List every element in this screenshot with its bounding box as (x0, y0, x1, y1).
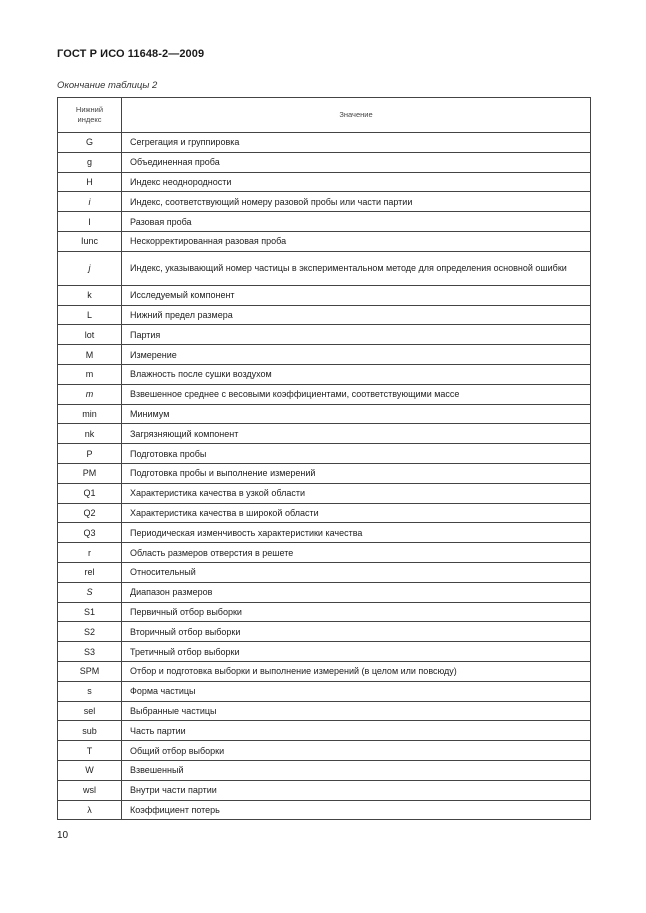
meaning-cell: Влажность после сушки воздухом (122, 364, 591, 384)
column-header-index-line1: Нижний (75, 105, 104, 114)
table-row (58, 721, 591, 741)
table-row (58, 503, 591, 523)
meaning-cell: Взвешенное среднее с весовыми коэффициентами, соответствующими массе (122, 384, 591, 404)
table-row (58, 523, 591, 543)
subscript-cell: lot (58, 325, 122, 345)
meaning-cell: Нижний предел размера (122, 305, 591, 325)
table-row (58, 325, 591, 345)
column-header-index (58, 98, 122, 133)
subscript-cell: M (58, 345, 122, 365)
subscript-cell: P (58, 444, 122, 464)
subscript-cell: H (58, 172, 122, 192)
meaning-cell: Первичный отбор выборки (122, 602, 591, 622)
meaning-cell: Диапазон размеров (122, 582, 591, 602)
subscript-cell: r (58, 543, 122, 563)
table-row (58, 444, 591, 464)
meaning-cell: Характеристика качества в узкой области (122, 483, 591, 503)
subscript-cell: Q1 (58, 483, 122, 503)
subscript-cell: m (58, 384, 122, 404)
meaning-cell: Относительный (122, 562, 591, 582)
table-row (58, 463, 591, 483)
table-row (58, 681, 591, 701)
subscript-cell: S3 (58, 642, 122, 662)
table-row (58, 741, 591, 761)
subscript-cell: G (58, 133, 122, 153)
meaning-cell: Общий отбор выборки (122, 741, 591, 761)
document-header: ГОСТ Р ИСО 11648-2—2009 (57, 48, 205, 60)
meaning-cell: Форма частицы (122, 681, 591, 701)
meaning-cell: Внутри части партии (122, 780, 591, 800)
table-row (58, 133, 591, 153)
table-row (58, 212, 591, 232)
table-row (58, 384, 591, 404)
subscript-cell: s (58, 681, 122, 701)
meaning-cell: Подготовка пробы и выполнение измерений (122, 463, 591, 483)
table-row (58, 345, 591, 365)
table-row (58, 543, 591, 563)
subscript-cell: S (58, 582, 122, 602)
subscript-cell: W (58, 760, 122, 780)
subscript-table (57, 97, 591, 820)
subscript-cell: Q3 (58, 523, 122, 543)
table-row (58, 760, 591, 780)
meaning-cell: Взвешенный (122, 760, 591, 780)
subscript-cell: sel (58, 701, 122, 721)
subscript-cell: wsl (58, 780, 122, 800)
meaning-cell: Сегрегация и группировка (122, 133, 591, 153)
table-row (58, 424, 591, 444)
meaning-cell: Периодическая изменчивость характеристики качества (122, 523, 591, 543)
table-row (58, 562, 591, 582)
meaning-cell: Индекс, указывающий номер частицы в экспериментальном методе для определения основной ошибки (122, 251, 591, 285)
subscript-cell: T (58, 741, 122, 761)
meaning-cell: Загрязняющий компонент (122, 424, 591, 444)
meaning-cell: Третичный отбор выборки (122, 642, 591, 662)
column-header-meaning: Значение (122, 98, 591, 133)
meaning-cell: Нескорректированная разовая проба (122, 231, 591, 251)
table-caption: Окончание таблицы 2 (57, 80, 158, 91)
table-row (58, 364, 591, 384)
subscript-cell: Q2 (58, 503, 122, 523)
table-row (58, 642, 591, 662)
subscript-cell: sub (58, 721, 122, 741)
meaning-cell: Партия (122, 325, 591, 345)
meaning-cell: Разовая проба (122, 212, 591, 232)
meaning-cell: Индекс неоднородности (122, 172, 591, 192)
meaning-cell: Объединенная проба (122, 152, 591, 172)
meaning-cell: Коэффициент потерь (122, 800, 591, 820)
meaning-cell: Исследуемый компонент (122, 285, 591, 305)
table-row (58, 483, 591, 503)
subscript-cell: k (58, 285, 122, 305)
column-header-index-line2: индекс (77, 115, 102, 124)
table-row (58, 231, 591, 251)
meaning-cell: Характеристика качества в широкой области (122, 503, 591, 523)
subscript-cell: rel (58, 562, 122, 582)
table-row (58, 780, 591, 800)
table-row (58, 661, 591, 681)
subscript-cell: j (58, 251, 122, 285)
subscript-cell: min (58, 404, 122, 424)
meaning-cell: Выбранные частицы (122, 701, 591, 721)
meaning-cell: Часть партии (122, 721, 591, 741)
meaning-cell: Индекс, соответствующий номеру разовой пробы или части партии (122, 192, 591, 212)
table-row (58, 172, 591, 192)
table-row (58, 305, 591, 325)
subscript-cell: nk (58, 424, 122, 444)
subscript-cell: g (58, 152, 122, 172)
table-row (58, 800, 591, 820)
table-row (58, 622, 591, 642)
subscript-cell: L (58, 305, 122, 325)
subscript-cell: SPM (58, 661, 122, 681)
subscript-cell: i (58, 192, 122, 212)
subscript-cell: S2 (58, 622, 122, 642)
subscript-cell: I (58, 212, 122, 232)
table-row (58, 701, 591, 721)
meaning-cell: Подготовка пробы (122, 444, 591, 464)
meaning-cell: Область размеров отверстия в решете (122, 543, 591, 563)
meaning-cell: Отбор и подготовка выборки и выполнение измерений (в целом или повсюду) (122, 661, 591, 681)
meaning-cell: Вторичный отбор выборки (122, 622, 591, 642)
subscript-cell: Iunc (58, 231, 122, 251)
page-number: 10 (57, 830, 69, 841)
subscript-cell: λ (58, 800, 122, 820)
subscript-cell: S1 (58, 602, 122, 622)
table-row (58, 582, 591, 602)
table-row (58, 152, 591, 172)
subscript-cell: PM (58, 463, 122, 483)
table-header-row (58, 98, 591, 133)
table-row (58, 285, 591, 305)
table-row (58, 251, 591, 285)
table-row (58, 404, 591, 424)
meaning-cell: Минимум (122, 404, 591, 424)
meaning-cell: Измерение (122, 345, 591, 365)
table-row (58, 192, 591, 212)
subscript-cell: m (58, 364, 122, 384)
table-row (58, 602, 591, 622)
